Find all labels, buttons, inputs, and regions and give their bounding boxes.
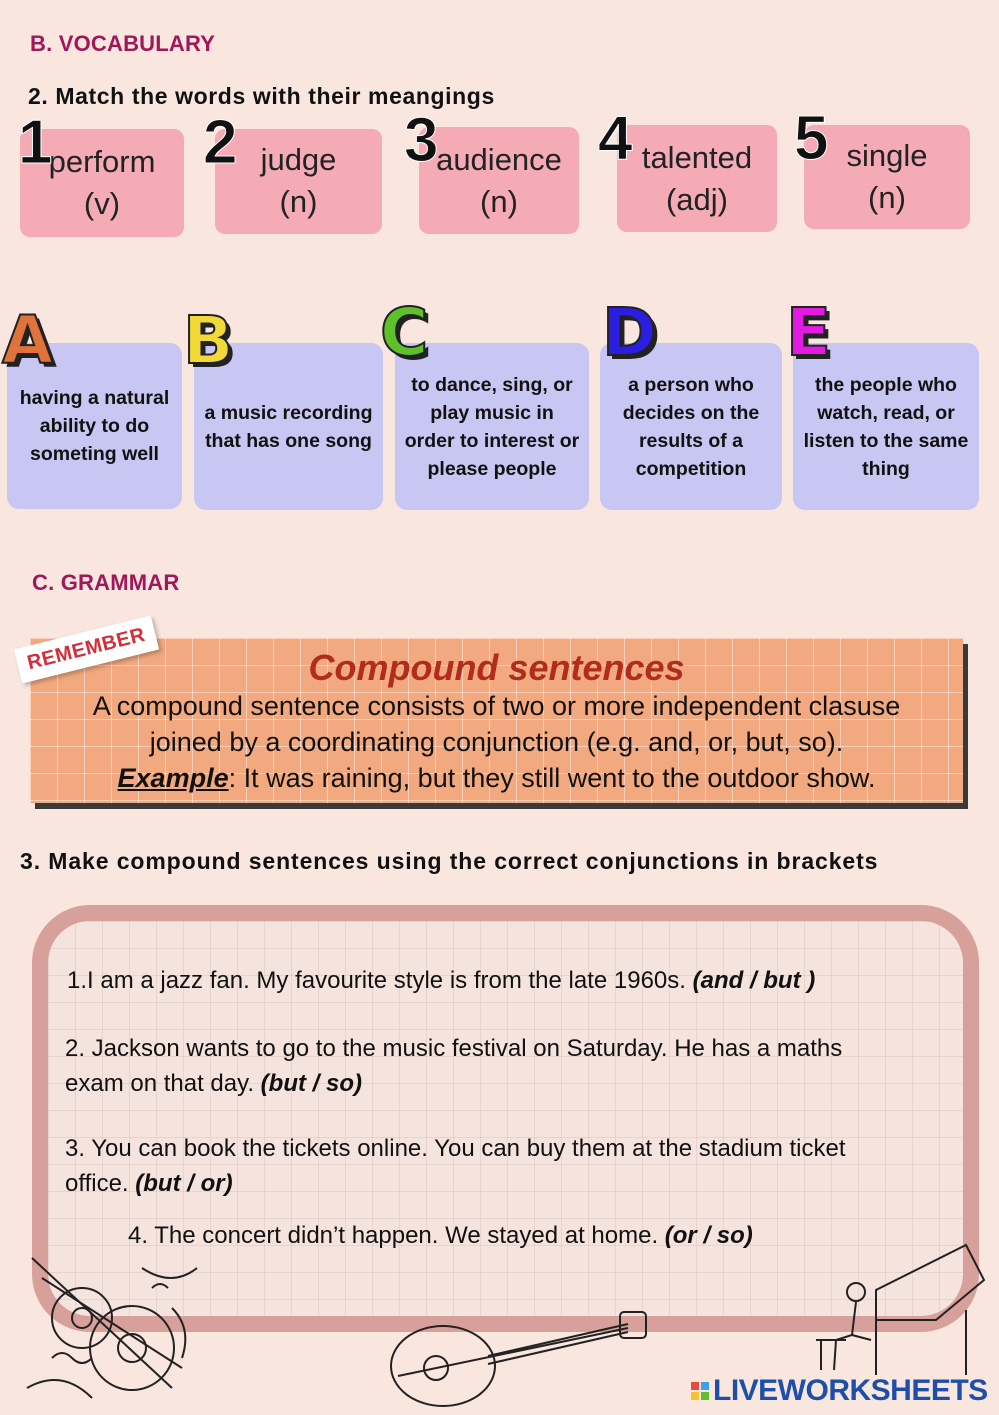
- word-type: (n): [480, 184, 518, 219]
- example-text: : It was raining, but they still went to the outdoor show.: [228, 763, 876, 793]
- piano-player-drawing-icon: [816, 1240, 988, 1382]
- word-card-2[interactable]: [215, 129, 382, 234]
- match-exercise-title: 2. Match the words with their meangings: [28, 83, 495, 109]
- meaning-text: to dance, sing, or play music in order to interest or please people: [404, 373, 580, 480]
- letter-a: A: [2, 302, 54, 379]
- meaning-text: the people who watch, read, or listen to the same thing: [803, 373, 969, 480]
- meaning-text: a person who decides on the results of a competition: [622, 373, 760, 480]
- conjunction-hint: (but / or): [135, 1170, 233, 1197]
- word-card-4[interactable]: [617, 125, 777, 232]
- word-number-4: 4: [598, 104, 633, 173]
- word-text: perform: [48, 144, 156, 179]
- meaning-text: having a natural ability to do someting well: [19, 387, 170, 465]
- definition-text: A compound sentence consists of two or more independent clasuse joined by a coordinating conjunction (e.g. and, or, but, so).: [92, 691, 901, 757]
- word-number-1: 1: [18, 108, 53, 177]
- conjunction-hint: (and / but ): [692, 967, 816, 994]
- word-card-5[interactable]: [804, 125, 970, 229]
- word-number-3: 3: [404, 106, 439, 175]
- box-title: Compound sentences: [308, 647, 685, 688]
- sentence-text: 3. You can book the tickets online. You can buy them at the stadium ticket office.: [65, 1135, 846, 1197]
- word-number-2: 2: [203, 108, 238, 177]
- meaning-text: a music recording that has one song: [204, 401, 373, 452]
- logo-text: LIVEWORKSHEETS: [713, 1374, 988, 1407]
- word-type: (n): [279, 184, 318, 219]
- example-label: Example: [117, 763, 229, 793]
- word-text: talented: [641, 140, 753, 175]
- word-type: (v): [83, 186, 121, 221]
- letter-e: E: [786, 294, 832, 371]
- word-number-5: 5: [794, 104, 829, 173]
- logo-mark-icon: [691, 1382, 709, 1400]
- word-type: (n): [868, 180, 906, 215]
- word-text: single: [846, 138, 928, 173]
- liveworksheets-logo[interactable]: [691, 1374, 988, 1408]
- remember-tag: REMEMBER: [14, 616, 159, 684]
- compound-sentences-box: [30, 638, 963, 803]
- conjunction-hint: (or / so): [664, 1222, 753, 1249]
- letter-c: C: [380, 294, 429, 371]
- letter-b: B: [183, 302, 234, 379]
- word-card-3[interactable]: [419, 127, 579, 234]
- sentence-2[interactable]: [65, 1031, 895, 1101]
- grammar-heading: C. GRAMMAR: [32, 570, 180, 595]
- sentence-4[interactable]: [128, 1218, 928, 1253]
- sentence-text: 2. Jackson wants to go to the music festival on Saturday. He has a maths exam on that day.: [65, 1035, 843, 1097]
- example-line: [30, 760, 963, 796]
- word-type: (adj): [665, 182, 728, 217]
- exercise-3-title: 3. Make compound sentences using the correct conjunctions in brackets: [20, 848, 879, 874]
- letter-d: D: [602, 294, 657, 371]
- sentence-1[interactable]: [67, 963, 947, 998]
- sentence-text: 1.I am a jazz fan. My favourite style is from the late 1960s.: [67, 967, 693, 994]
- sentence-text: 4. The concert didn’t happen. We stayed at home.: [128, 1222, 665, 1249]
- conjunction-hint: (but / so): [260, 1070, 362, 1097]
- vocabulary-heading: B. VOCABULARY: [30, 31, 216, 56]
- mandolin-drawing-icon: [388, 1306, 654, 1412]
- sentence-3[interactable]: [65, 1131, 910, 1201]
- word-text: audience: [436, 142, 562, 177]
- word-text: judge: [260, 142, 337, 177]
- guitar-drawing-icon: [22, 1248, 204, 1408]
